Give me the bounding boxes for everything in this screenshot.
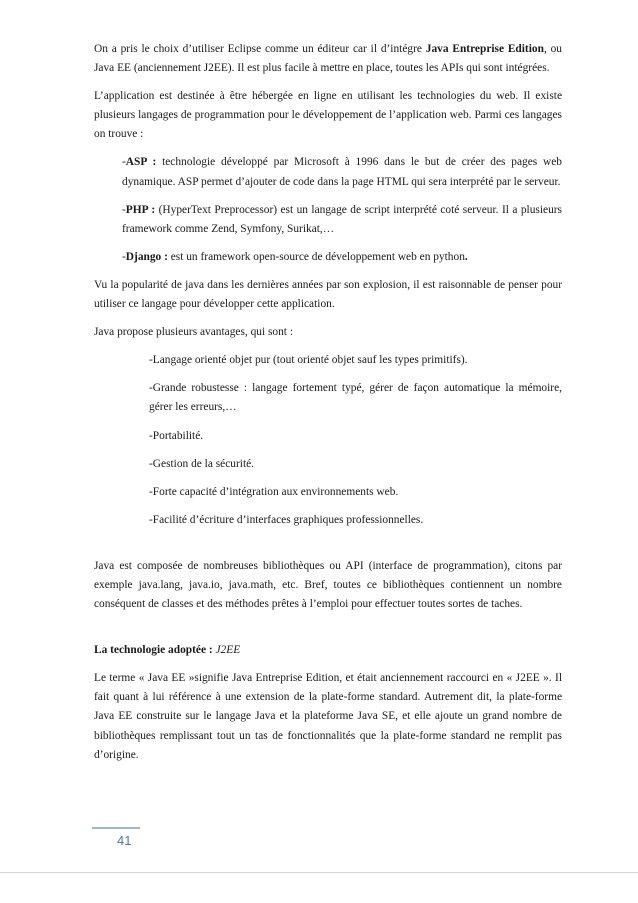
page-number: 41 [117, 833, 132, 848]
page-bottom-rule [0, 872, 638, 873]
section-heading: La technologie adoptée : J2EE [94, 644, 241, 657]
tech-item-django: -Django : est un framework open-source de développement web en python. [122, 250, 468, 263]
advantage-item: -Gestion de la sécurité. [149, 457, 255, 470]
tech-item-php: -PHP : (HyperText Preprocessor) est un langage de script interprété coté serveur. Il a plusieurs framework comme Zend, Symfony, Surikat,… [122, 203, 562, 235]
page-content [94, 40, 562, 765]
footer-divider [92, 827, 140, 829]
paragraph-java-libraries: Java est composée de nombreuses bibliothèques ou API (interface de programmation), citons par exemple java.lang, java.io, java.math, etc. Bref, toutes ce bibliothèques contiennent un nombre conséquent de classes et des méthodes prêtes à l’emploi pour effectuer toutes sortes de taches. [94, 559, 562, 611]
paragraph-web-technologies: L’application est destinée à être hébergée en ligne en utilisant les technologies du web. Il existe plusieurs langages de programmation pour le développement de l’application web. Parmi ces langages on trouve : [94, 90, 562, 141]
advantage-item: -Langage orienté objet pur (tout orienté objet sauf les types primitifs). [149, 354, 468, 367]
advantage-item: -Facilité d’écriture d’interfaces graphiques professionnelles. [149, 513, 424, 526]
java-ee-term: Java Entreprise Edition [425, 43, 544, 55]
advantage-item: -Grande robustesse : langage fortement typé, gérer de façon automatique la mémoire, gérer les erreurs,… [149, 382, 562, 414]
paragraph-java-advantages-intro: Java propose plusieurs avantages, qui sont : [94, 326, 293, 339]
advantage-item: -Portabilité. [149, 429, 204, 442]
advantage-item: -Forte capacité d’intégration aux environnements web. [149, 485, 399, 498]
tech-item-asp: -ASP : technologie développé par Microsoft à 1996 dans le but de créer des pages web dynamique. ASP permet d’ajouter de code dans la page HTML qui sera interprété par le serveur. [122, 156, 562, 188]
paragraph-java-ee-definition: Le terme « Java EE »signifie Java Entreprise Edition, et était anciennement raccourci en « J2EE ». Il fait quant à lui référence à une extension de la plate-forme standard. Autrement dit, la plate-forme Java EE construite sur le langage Java et la plateforme Java SE, et elle ajoute un grand nombre de bibliothèques remplissant tout un tas de fonctionnalités que la plate-forme standard ne remplit pas d’origine. [94, 672, 562, 761]
paragraph-java-popularity: Vu la popularité de java dans les dernières années par son explosion, il est raisonnable de penser pour utiliser ce langage pour développer cette application. [94, 278, 562, 311]
paragraph-eclipse: On a pris le choix d’utiliser Eclipse comme un éditeur car il d’intégre Java Entreprise Edition, ou Java EE (anciennement J2EE). Il est plus facile à mettre en place, toutes les APIs qui sont intégrées. [94, 43, 562, 75]
